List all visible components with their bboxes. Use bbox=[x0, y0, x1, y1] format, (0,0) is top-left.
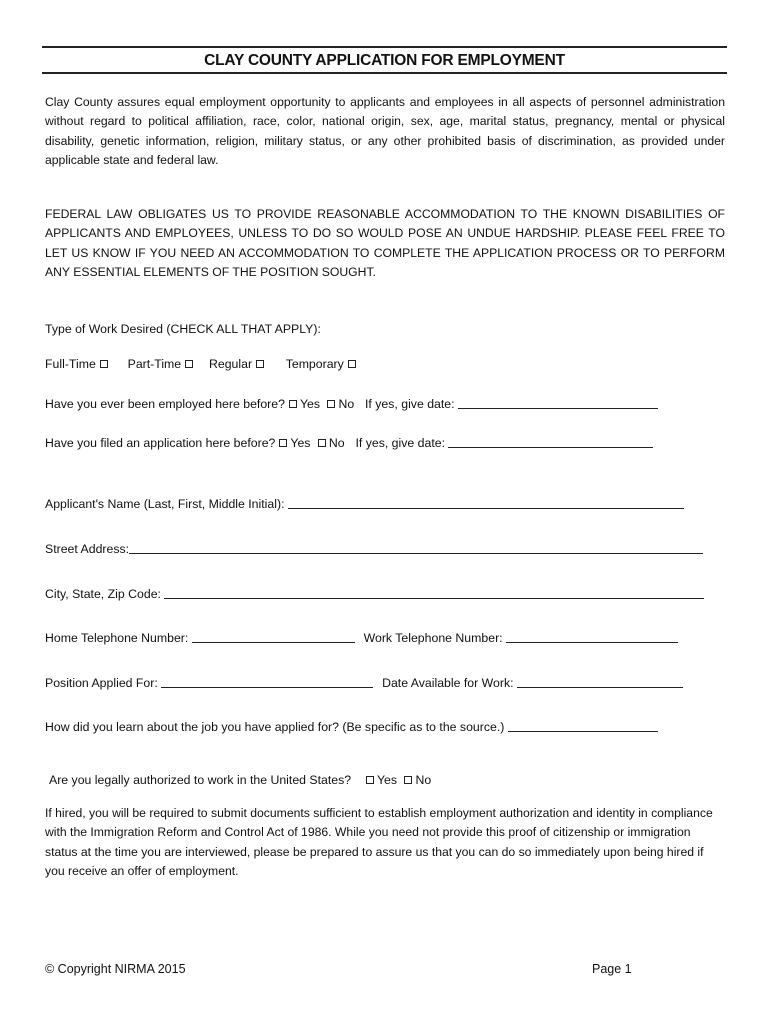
authorized-question: Are you legally authorized to work in the United States? bbox=[49, 773, 352, 787]
title-underline bbox=[42, 72, 727, 74]
regular-checkbox[interactable] bbox=[256, 360, 264, 368]
filed-before-date-label: If yes, give date: bbox=[355, 436, 445, 450]
filed-before-question: Have you filed an application here before? bbox=[45, 436, 276, 450]
employed-before-yes-checkbox[interactable] bbox=[289, 400, 297, 408]
employed-before-no-checkbox[interactable] bbox=[327, 400, 335, 408]
part-time-label: Part-Time bbox=[127, 357, 182, 371]
top-rule bbox=[42, 46, 727, 48]
page-title: CLAY COUNTY APPLICATION FOR EMPLOYMENT bbox=[204, 52, 565, 69]
irca-statement: If hired, you will be required to submit documents sufficient to establish employment authorization and identity in compliance with the Immigration Reform and Control Act of 1986. While you need not provide this proof of citizenship or immigration status at the time you are interviewed, please be prepared to assure us that you can do so immediately upon being hired if you receive an offer of employment. bbox=[45, 806, 713, 878]
job-source-row bbox=[45, 720, 658, 734]
position-label: Position Applied For: bbox=[45, 676, 158, 690]
employed-before-question: Have you ever been employed here before? bbox=[45, 397, 285, 411]
authorized-yes-label: Yes bbox=[376, 773, 398, 787]
copyright-text: © Copyright NIRMA 2015 bbox=[45, 962, 186, 976]
part-time-checkbox[interactable] bbox=[185, 360, 193, 368]
filed-before-no-checkbox[interactable] bbox=[318, 439, 326, 447]
home-phone-field[interactable] bbox=[192, 632, 355, 643]
telephone-row bbox=[45, 631, 678, 645]
eeo-statement: Clay County assures equal employment opportunity to applicants and employees in all aspects of personnel administration without regard to political affiliation, race, color, national origin, sex, age, marital status, pregnancy, mental or physical disability, genetic information, religion, military status, or any other prohibited basis of discrimination, as provided under applicable state and federal law. bbox=[45, 95, 725, 167]
position-row bbox=[45, 676, 683, 690]
authorized-no-label: No bbox=[415, 773, 432, 787]
position-field[interactable] bbox=[161, 677, 373, 688]
employed-before-date-label: If yes, give date: bbox=[365, 397, 455, 411]
home-phone-label: Home Telephone Number: bbox=[45, 631, 189, 645]
temporary-checkbox[interactable] bbox=[348, 360, 356, 368]
applicant-name-row bbox=[45, 497, 684, 511]
work-type-options bbox=[45, 357, 359, 371]
employed-before-date-field[interactable] bbox=[458, 398, 658, 409]
employed-before-yes-label: Yes bbox=[299, 397, 321, 411]
city-state-zip-label: City, State, Zip Code: bbox=[45, 587, 161, 601]
street-address-field[interactable] bbox=[129, 543, 703, 554]
employed-before-row bbox=[45, 397, 658, 411]
authorized-row bbox=[49, 773, 431, 787]
job-source-field[interactable] bbox=[508, 721, 658, 732]
filed-before-no-label: No bbox=[328, 436, 345, 450]
street-address-label: Street Address: bbox=[45, 542, 130, 556]
authorized-yes-checkbox[interactable] bbox=[366, 776, 374, 784]
filed-before-row bbox=[45, 436, 653, 450]
date-available-field[interactable] bbox=[517, 677, 683, 688]
street-address-row bbox=[45, 542, 703, 556]
filed-before-yes-label: Yes bbox=[290, 436, 311, 450]
authorized-no-checkbox[interactable] bbox=[404, 776, 412, 784]
city-state-zip-field[interactable] bbox=[164, 588, 704, 599]
filed-before-date-field[interactable] bbox=[448, 437, 653, 448]
accommodation-statement: FEDERAL LAW OBLIGATES US TO PROVIDE REASONABLE ACCOMMODATION TO THE KNOWN DISABILITIES OF APPLICANTS AND EMPLOYEES, UNLESS TO DO SO WOULD POSE AN UNDUE HARDSHIP. PLEASE FEEL FREE TO LET US KNOW IF YOU NEED AN ACCOMMODATION TO COMPLETE THE APPLICATION PROCESS OR TO PERFORM ANY ESSENTIAL ELEMENTS OF THE POSITION SOUGHT. bbox=[45, 207, 725, 279]
city-state-zip-row bbox=[45, 587, 704, 601]
temporary-label: Temporary bbox=[285, 357, 344, 371]
regular-label: Regular bbox=[209, 357, 253, 371]
date-available-label: Date Available for Work: bbox=[382, 676, 514, 690]
full-time-label: Full-Time bbox=[45, 357, 96, 371]
work-phone-field[interactable] bbox=[506, 632, 678, 643]
page-number: Page 1 bbox=[592, 962, 632, 976]
filed-before-yes-checkbox[interactable] bbox=[279, 439, 287, 447]
applicant-name-field[interactable] bbox=[288, 498, 684, 509]
full-time-checkbox[interactable] bbox=[100, 360, 108, 368]
job-source-label: How did you learn about the job you have applied for? (Be specific as to the source.) bbox=[45, 720, 505, 734]
work-phone-label: Work Telephone Number: bbox=[363, 631, 503, 645]
employed-before-no-label: No bbox=[338, 397, 355, 411]
applicant-name-label: Applicant's Name (Last, First, Middle Initial): bbox=[45, 497, 285, 511]
work-type-label: Type of Work Desired (CHECK ALL THAT APPLY): bbox=[45, 322, 321, 336]
